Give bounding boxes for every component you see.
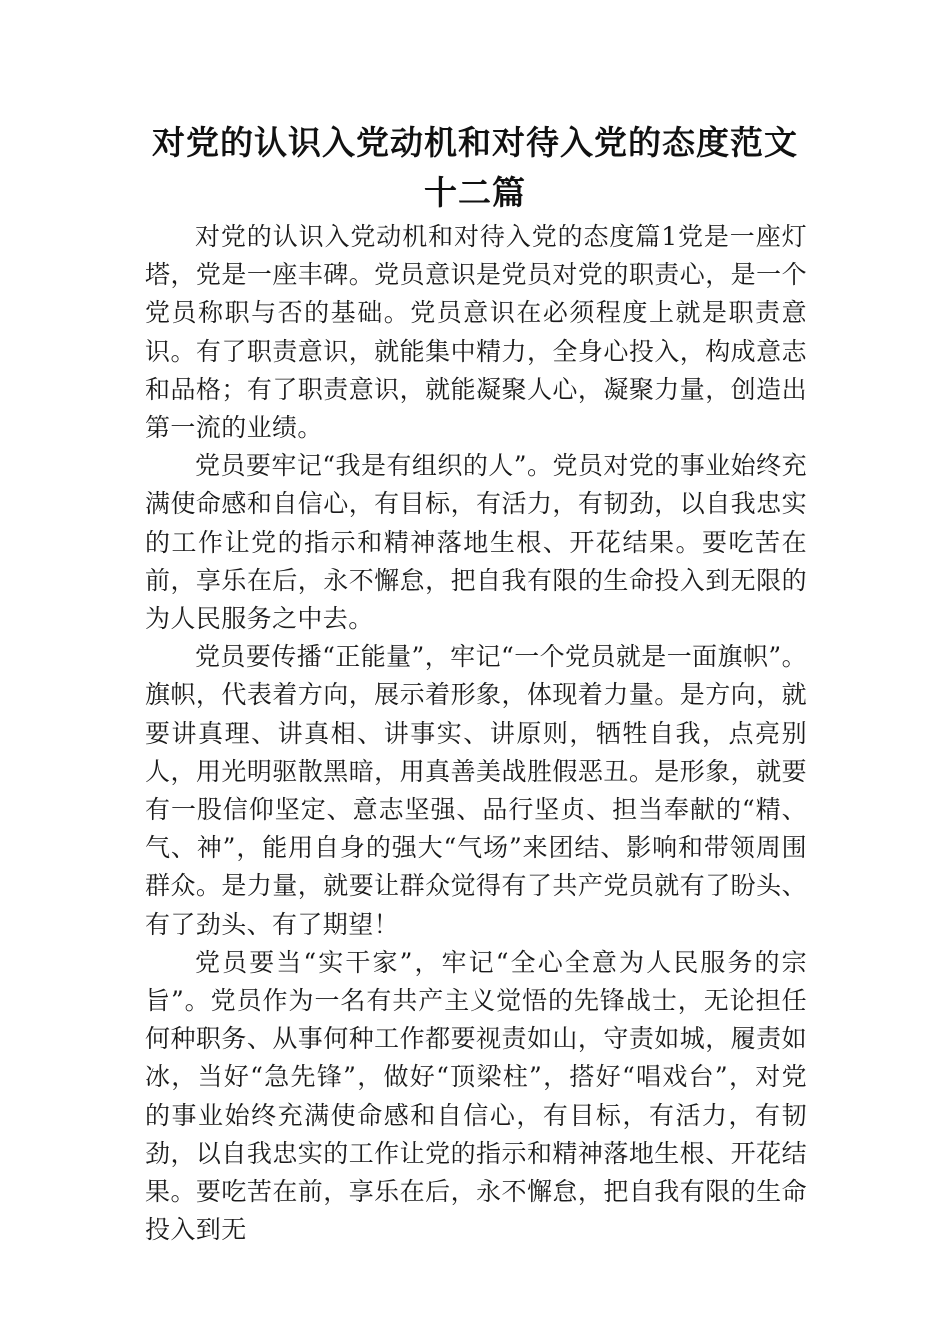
paragraph: 党员要传播“正能量”，牢记“一个党员就是一面旗帜”。旗帜，代表着方向，展示着形象，体现着力量。是方向，就要讲真理、讲真相、讲事实、讲原则，牺牲自我，点亮别人，用光明驱散黑暗，用真善美战胜假恶丑。是形象，就要有一股信仰坚定、意志坚强、品行坚贞、担当奉献的“精、气、神”，能用自身的强大“气场”来团结、影响和带领周围群众。是力量，就要让群众觉得有了共产党员就有了盼头、有了劲头、有了期望！	[145, 642, 807, 939]
paragraph: 对党的认识入党动机和对待入党的态度篇1党是一座灯塔，党是一座丰碑。党员意识是党员对党的职责心，是一个党员称职与否的基础。党员意识在必须程度上就是职责意识。有了职责意识，就能集中精力，全身心投入，构成意志和品格；有了职责意识，就能凝聚人心，凝聚力量，创造出第一流的业绩。	[145, 222, 807, 443]
paragraph: 党员要牢记“我是有组织的人”。党员对党的事业始终充满使命感和自信心，有目标，有活力，有韧劲，以自我忠实的工作让党的指示和精神落地生根、开花结果。要吃苦在前，享乐在后，永不懈怠，把自我有限的生命投入到无限的为人民服务之中去。	[145, 451, 807, 634]
paragraph: 党员要当“实干家”，牢记“全心全意为人民服务的宗旨”。党员作为一名有共产主义觉悟的先锋战士，无论担任何种职务、从事何种工作都要视责如山，守责如城，履责如冰，当好“急先锋”，做好“顶梁柱”，搭好“唱戏台”，对党的事业始终充满使命感和自信心，有目标，有活力，有韧劲，以自我忠实的工作让党的指示和精神落地生根、开花结果。要吃苦在前，享乐在后，永不懈怠，把自我有限的生命投入到无	[145, 947, 807, 1245]
document-body	[145, 218, 807, 1249]
document-title: 对党的认识入党动机和对待入党的态度范文十二篇	[152, 123, 798, 212]
